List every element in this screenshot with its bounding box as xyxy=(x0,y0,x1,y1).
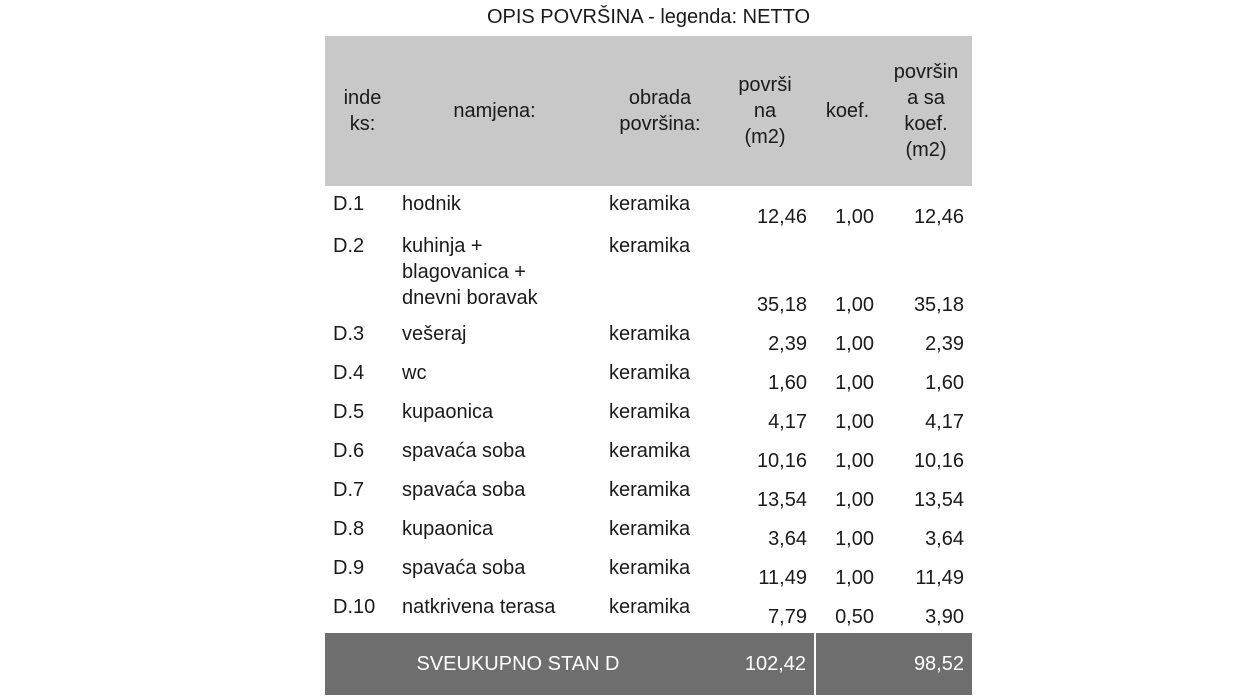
text-line: obrada xyxy=(628,87,692,109)
row-index: D.3 xyxy=(333,323,365,345)
row-index: D.10 xyxy=(333,596,376,618)
row-index: D.7 xyxy=(333,479,365,501)
row-coef: 1,00 xyxy=(835,294,874,316)
text-line: na xyxy=(753,100,777,122)
row-finish: keramika xyxy=(609,235,691,257)
row-area: 12,46 xyxy=(756,206,807,228)
row-coef: 1,00 xyxy=(835,411,874,433)
row-area-with-coef: 13,54 xyxy=(913,489,964,511)
row-coef: 1,00 xyxy=(835,372,874,394)
row-coef: 1,00 xyxy=(835,489,874,511)
text-line: vešeraj xyxy=(402,323,467,345)
row-purpose xyxy=(400,516,605,555)
total-area: 102,42 xyxy=(715,633,815,695)
row-area: 10,16 xyxy=(756,450,807,472)
text-line: a sa xyxy=(907,87,945,109)
text-line: natkrivena terasa xyxy=(402,596,556,618)
text-line: spavaća soba xyxy=(402,557,526,579)
text-line: kupaonica xyxy=(402,518,494,540)
row-area-with-coef: 1,60 xyxy=(925,372,964,394)
row-index: D.2 xyxy=(333,235,365,257)
row-coef: 1,00 xyxy=(835,206,874,228)
row-purpose xyxy=(400,233,605,321)
row-area: 1,60 xyxy=(768,372,807,394)
text-line: wc xyxy=(402,362,427,384)
row-area-with-coef: 3,64 xyxy=(925,528,964,550)
row-area-with-coef: 10,16 xyxy=(913,450,964,472)
row-coef: 1,00 xyxy=(835,333,874,355)
table-row xyxy=(325,516,972,555)
text-line: površina: xyxy=(619,113,701,135)
total-label: SVEUKUPNO STAN D xyxy=(416,653,620,675)
row-finish: keramika xyxy=(609,362,691,384)
text-line: koef. xyxy=(904,113,948,135)
row-area: 11,49 xyxy=(758,567,807,589)
row-area: 4,17 xyxy=(768,411,807,433)
row-coef: 1,00 xyxy=(835,450,874,472)
row-finish: keramika xyxy=(609,557,691,579)
text-line: koef. xyxy=(825,100,870,122)
header-purpose xyxy=(400,36,605,186)
text-line: namjena: xyxy=(453,100,536,122)
row-area: 7,79 xyxy=(768,606,807,628)
row-area-with-coef: 2,39 xyxy=(925,333,964,355)
row-finish: keramika xyxy=(609,323,691,345)
row-finish: keramika xyxy=(609,518,691,540)
row-finish: keramika xyxy=(609,193,691,215)
row-index: D.8 xyxy=(333,518,365,540)
row-index: D.9 xyxy=(333,557,365,579)
text-line: inde xyxy=(343,87,382,109)
row-index: D.1 xyxy=(333,193,365,215)
row-index: D.6 xyxy=(333,440,365,462)
text-line: površin xyxy=(893,61,959,83)
header-area-with-coef xyxy=(880,36,972,186)
total-row xyxy=(325,633,972,695)
table-row xyxy=(325,555,972,594)
row-finish: keramika xyxy=(609,479,691,501)
table-row xyxy=(325,399,972,438)
text-line: spavaća soba xyxy=(402,479,526,501)
header-index xyxy=(325,36,400,186)
row-area-with-coef: 35,18 xyxy=(913,294,964,316)
row-purpose xyxy=(400,321,605,360)
row-finish: keramika xyxy=(609,596,691,618)
table-row xyxy=(325,438,972,477)
row-purpose xyxy=(400,555,605,594)
row-index: D.5 xyxy=(333,401,365,423)
text-line: kuhinja + xyxy=(402,235,483,257)
row-coef: 1,00 xyxy=(835,528,874,550)
text-line: (m2) xyxy=(744,126,786,148)
row-area: 35,18 xyxy=(756,294,807,316)
text-line: spavaća soba xyxy=(402,440,526,462)
table-header-row xyxy=(325,36,972,186)
table-row xyxy=(325,233,972,321)
text-line: ks: xyxy=(349,113,376,135)
text-line: površi xyxy=(738,74,792,96)
row-area: 2,39 xyxy=(768,333,807,355)
row-area-with-coef: 4,17 xyxy=(925,411,964,433)
text-line: kupaonica xyxy=(402,401,494,423)
row-area: 3,64 xyxy=(768,528,807,550)
row-purpose xyxy=(400,186,605,233)
header-area xyxy=(715,36,815,186)
table-row xyxy=(325,321,972,360)
table-row xyxy=(325,360,972,399)
table-title: OPIS POVRŠINA - legenda: NETTO xyxy=(486,6,811,28)
header-coef xyxy=(815,36,880,186)
row-purpose xyxy=(400,477,605,516)
row-finish: keramika xyxy=(609,401,691,423)
row-area: 13,54 xyxy=(756,489,807,511)
text-line: dnevni boravak xyxy=(402,287,538,309)
row-purpose xyxy=(400,360,605,399)
row-area-with-coef: 3,90 xyxy=(925,606,964,628)
total-area-with-coef: 98,52 xyxy=(913,653,964,675)
row-index: D.4 xyxy=(333,362,365,384)
row-purpose xyxy=(400,594,605,633)
table-row xyxy=(325,477,972,516)
text-line: (m2) xyxy=(905,139,947,161)
row-purpose xyxy=(400,399,605,438)
text-line: hodnik xyxy=(402,193,461,215)
header-finish xyxy=(605,36,715,186)
row-coef: 1,00 xyxy=(835,567,874,589)
row-area-with-coef: 12,46 xyxy=(913,206,964,228)
row-area-with-coef: 11,49 xyxy=(915,567,964,589)
table-row xyxy=(325,186,972,233)
row-purpose xyxy=(400,438,605,477)
table-row xyxy=(325,594,972,633)
row-finish: keramika xyxy=(609,440,691,462)
text-line: blagovanica + xyxy=(402,261,526,283)
row-coef: 0,50 xyxy=(835,606,874,628)
area-table xyxy=(325,36,972,695)
